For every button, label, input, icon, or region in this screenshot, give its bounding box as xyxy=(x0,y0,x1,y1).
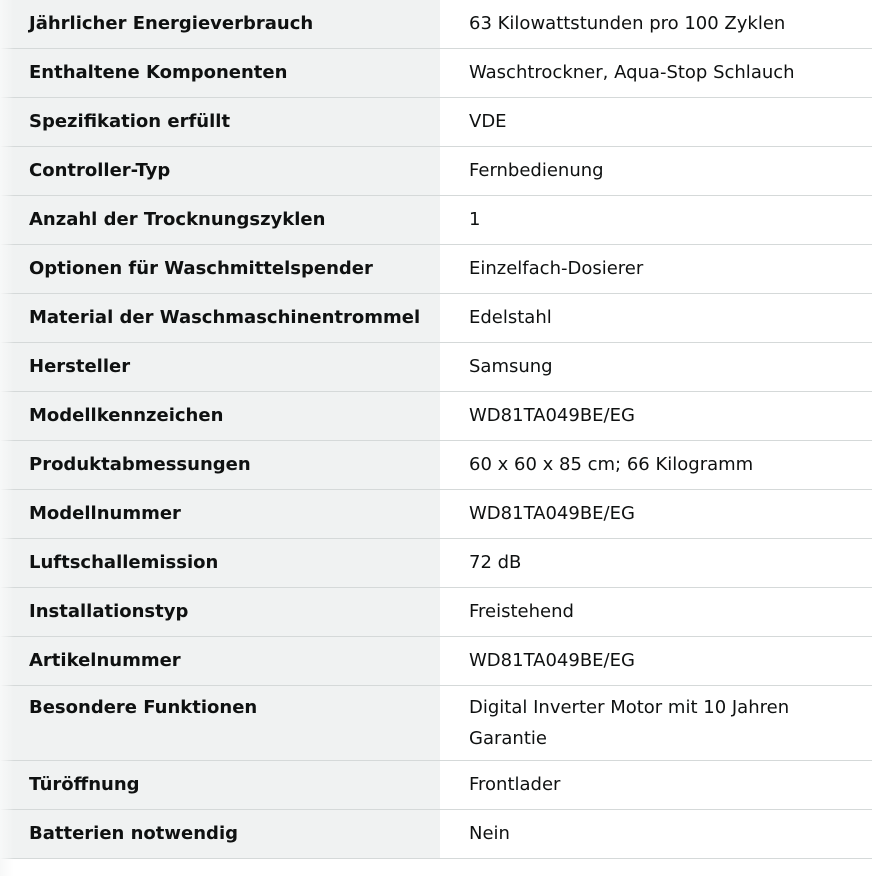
spec-label: Türöffnung xyxy=(0,761,440,810)
spec-label: Optionen für Waschmittelspender xyxy=(0,245,440,294)
spec-label: Besondere Funktionen xyxy=(0,686,440,761)
spec-row-noise-emission xyxy=(0,539,872,588)
spec-row-product-dimensions xyxy=(0,441,872,490)
spec-row-model-number xyxy=(0,490,872,539)
spec-row-drying-cycles xyxy=(0,196,872,245)
spec-label: Modellnummer xyxy=(0,490,440,539)
spec-row-installation-type xyxy=(0,588,872,637)
spec-value: Samsung xyxy=(440,343,872,392)
spec-row-specification-met xyxy=(0,98,872,147)
spec-value: 60 x 60 x 85 cm; 66 Kilogramm xyxy=(440,441,872,490)
spec-value: WD81TA049BE/EG xyxy=(440,392,872,441)
spec-value: Frontlader xyxy=(440,761,872,810)
spec-label: Installationstyp xyxy=(0,588,440,637)
spec-value: Waschtrockner, Aqua-Stop Schlauch xyxy=(440,49,872,98)
spec-label: Enthaltene Komponenten xyxy=(0,49,440,98)
spec-value: Freistehend xyxy=(440,588,872,637)
spec-value: VDE xyxy=(440,98,872,147)
spec-label: Material der Waschmaschinentrommel xyxy=(0,294,440,343)
spec-value: Einzelfach-Dosierer xyxy=(440,245,872,294)
spec-label: Batterien notwendig xyxy=(0,810,440,859)
spec-row-special-features xyxy=(0,686,872,761)
spec-label: Anzahl der Trocknungszyklen xyxy=(0,196,440,245)
spec-label: Artikelnummer xyxy=(0,637,440,686)
spec-label: Jährlicher Energieverbrauch xyxy=(0,0,440,49)
spec-value: Edelstahl xyxy=(440,294,872,343)
spec-label: Controller-Typ xyxy=(0,147,440,196)
spec-value: Nein xyxy=(440,810,872,859)
spec-value: 72 dB xyxy=(440,539,872,588)
spec-row-model-identifier xyxy=(0,392,872,441)
spec-row-controller-type xyxy=(0,147,872,196)
spec-row-manufacturer xyxy=(0,343,872,392)
spec-row-batteries-required xyxy=(0,810,872,859)
spec-row-drum-material xyxy=(0,294,872,343)
spec-value: WD81TA049BE/EG xyxy=(440,490,872,539)
spec-value: Digital Inverter Motor mit 10 Jahren Garantie xyxy=(440,686,872,761)
spec-row-article-number xyxy=(0,637,872,686)
spec-label: Modellkennzeichen xyxy=(0,392,440,441)
spec-label: Hersteller xyxy=(0,343,440,392)
spec-value: 63 Kilowattstunden pro 100 Zyklen xyxy=(440,0,872,49)
spec-label: Spezifikation erfüllt xyxy=(0,98,440,147)
spec-label: Produktabmessungen xyxy=(0,441,440,490)
spec-value: 1 xyxy=(440,196,872,245)
spec-value: Fernbedienung xyxy=(440,147,872,196)
spec-label: Luftschallemission xyxy=(0,539,440,588)
spec-row-detergent-dispenser xyxy=(0,245,872,294)
spec-value: WD81TA049BE/EG xyxy=(440,637,872,686)
spec-row-door-opening xyxy=(0,761,872,810)
spec-row-included-components xyxy=(0,49,872,98)
spec-row-annual-energy-consumption xyxy=(0,0,872,49)
